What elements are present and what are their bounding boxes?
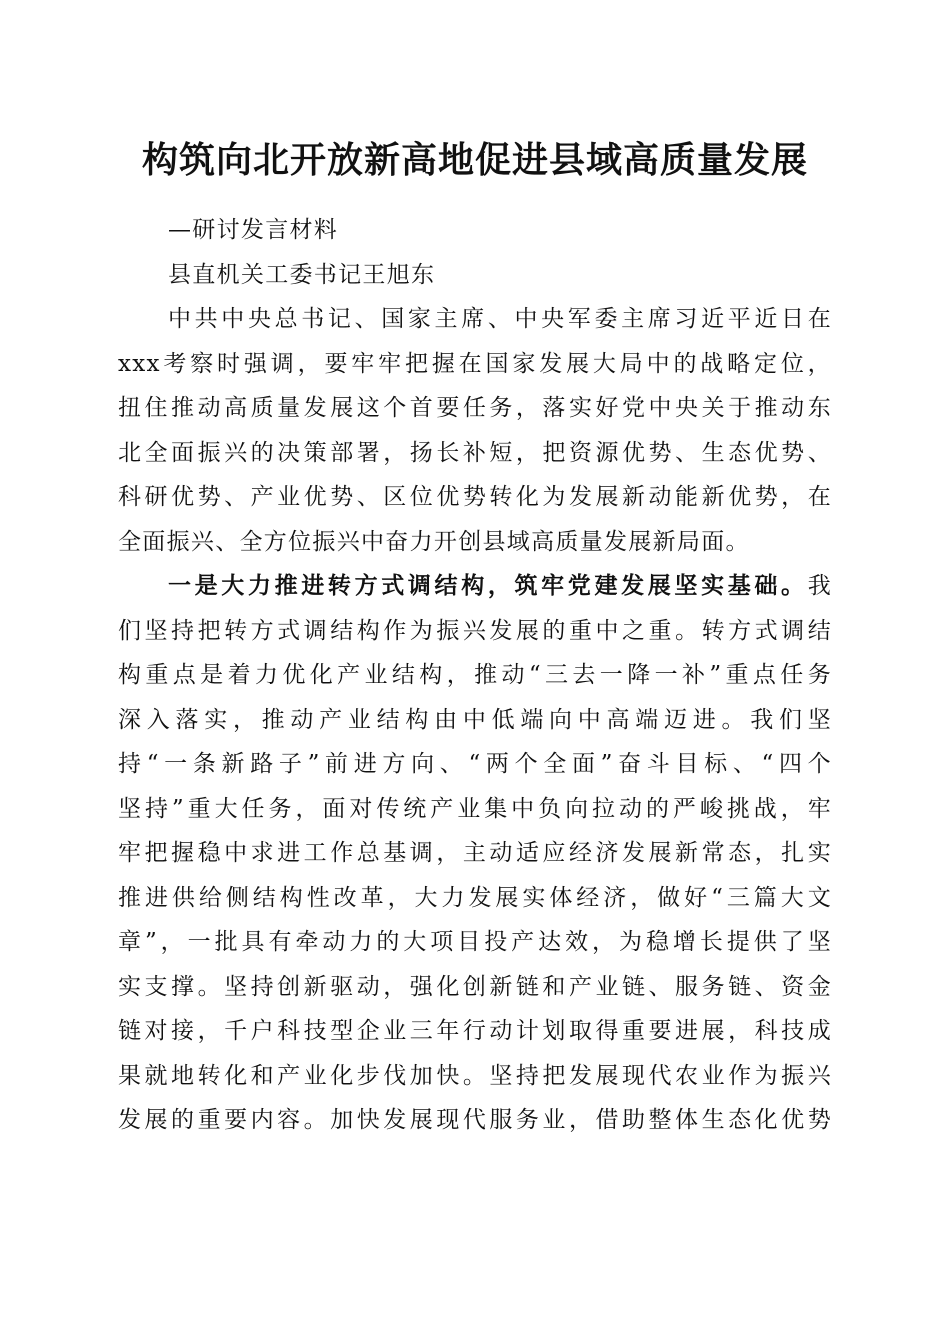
paragraph-line: 链对接，千户科技型企业三年行动计划取得重要进展，科技成	[118, 1018, 832, 1044]
paragraph-1	[118, 297, 832, 564]
paragraph-line: 果就地转化和产业化步伐加快。坚持把发展现代农业作为振兴	[118, 1062, 832, 1089]
paragraph-line: 深入落实，推动产业结构由中低端向中高端迈进。我们坚	[118, 706, 832, 733]
paragraph-2	[118, 564, 832, 1143]
paragraph-line: 持“一条新路子”前进方向、“两个全面”奋斗目标、“四个	[118, 751, 832, 777]
paragraph-line: 坚持”重大任务，面对传统产业集中负向拉动的严峻挑战，牢	[118, 795, 832, 822]
document-title: 构筑向北开放新高地促进县域高质量发展	[141, 139, 808, 181]
document-body	[118, 208, 832, 1143]
paragraph-line: 构重点是着力优化产业结构，推动“三去一降一补”重点任务	[118, 662, 832, 688]
paragraph-line: 北全面振兴的决策部署，扬长补短，把资源优势、生态优势、	[118, 439, 832, 466]
paragraph-line: 们坚持把转方式调结构作为振兴发展的重中之重。转方式调结	[118, 617, 832, 644]
paragraph-line: xxx考察时强调，要牢牢把握在国家发展大局中的战略定位，	[118, 350, 832, 377]
paragraph-line: 推进供给侧结构性改革，大力发展实体经济，做好“三篇大文	[118, 884, 832, 911]
paragraph-line: 科研优势、产业优势、区位优势转化为发展新动能新优势，在	[118, 484, 832, 510]
paragraph-line: 全面振兴、全方位振兴中奋力开创县域高质量发展新局面。	[118, 528, 750, 555]
paragraph-line: 章”，一批具有牵动力的大项目投产达效，为稳增长提供了坚	[118, 929, 832, 955]
subtitle: —研讨发言材料	[168, 217, 339, 243]
paragraph-line: 发展的重要内容。加快发展现代服务业，借助整体生态化优势	[118, 1107, 832, 1133]
paragraph-line: 实支撑。坚持创新驱动，强化创新链和产业链、服务链、资金	[118, 973, 832, 1000]
paragraph-lead-rest: 我	[807, 573, 832, 599]
author-line: 县直机关工委书记王旭东	[168, 261, 436, 288]
paragraph-line: 中共中央总书记、国家主席、中央军委主席习近平近日在	[168, 306, 832, 332]
paragraph-lead-heading: 一是大力推进转方式调结构，筑牢党建发展坚实基础。	[168, 572, 808, 599]
paragraph-line: 扭住推动高质量发展这个首要任务，落实好党中央关于推动东	[118, 395, 832, 421]
paragraph-line	[118, 564, 832, 609]
paragraph-line: 牢把握稳中求进工作总基调，主动适应经济发展新常态，扎实	[118, 840, 832, 866]
